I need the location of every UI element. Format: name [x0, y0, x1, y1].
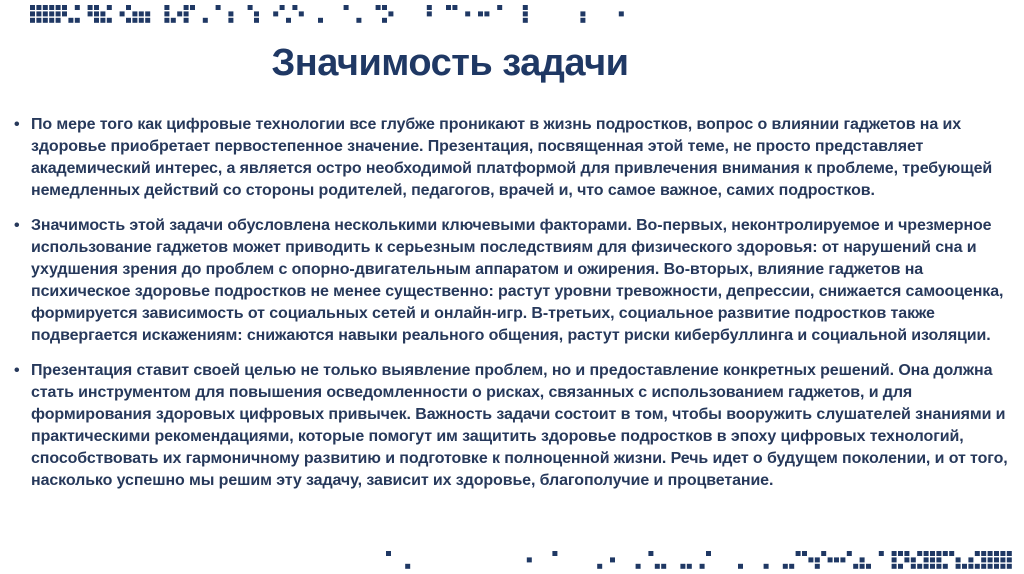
bullet-item [14, 114, 1008, 202]
bullet-marker-icon: • [14, 217, 20, 234]
bullet-text: По мере того как цифровые технологии все глубже проникают в жизнь подростков, вопрос о влиянии гаджетов на их здоровье приобретает первостепенное значение. Презентация, посвященная этой теме, не просто представляет академический интерес, а является остро необходимой платформой для привлечения внимания к проблеме, требующей немедленных действий со стороны родителей, педагогов, врачей и, что самое важное, самих подростков. [31, 116, 993, 199]
bullet-text: Презентация ставит своей целью не только выявление проблем, но и предоставление конкретных решений. Она должна стать инструментом для повышения осведомленности о рисках, связанных с использованием гаджетов, и для формирования здоровых цифровых привычек. Важность задачи состоит в том, чтобы вооружить слушателей знаниями и практическими рекомендациями, которые помогут им защитить здоровье подростков в эпоху цифровых технологий, способствовать их гармоничному развитию и подготовке к полноценной жизни. Речь идет о будущем поколении, и от того, насколько успешно мы решим эту задачу, зависит их здоровье, благополучие и процветание. [31, 362, 1008, 489]
pixel-decoration-bottom-right [386, 551, 1014, 570]
bullet-text: Значимость этой задачи обусловлена несколькими ключевыми факторами. Во-первых, неконтролируемое и чрезмерное использование гаджетов может приводить к серьезным последствиям для физического здоровья: от нарушений сна и ухудшения зрения до проблем с опорно-двигательным аппаратом и ожирения. Во-вторых, влияние гаджетов на психическое здоровье подростков не менее существенно: растут уровни тревожности, депрессии, снижается самооценка, формируется зависимость от социальных сетей и онлайн-игр. В-третьих, социальное развитие подростков также подвергается искажениям: снижаются навыки реального общения, растут риски кибербуллинга и социальной изоляции. [31, 217, 1004, 344]
bullet-item [14, 360, 1008, 492]
slide-title: Значимость задачи [271, 42, 629, 84]
slide-body [14, 114, 1008, 505]
pixel-decoration-top-left [30, 5, 646, 24]
bullet-marker-icon: • [14, 362, 20, 379]
bullet-item [14, 215, 1008, 347]
bullet-marker-icon: • [14, 116, 20, 133]
bullet-list [14, 114, 1008, 492]
